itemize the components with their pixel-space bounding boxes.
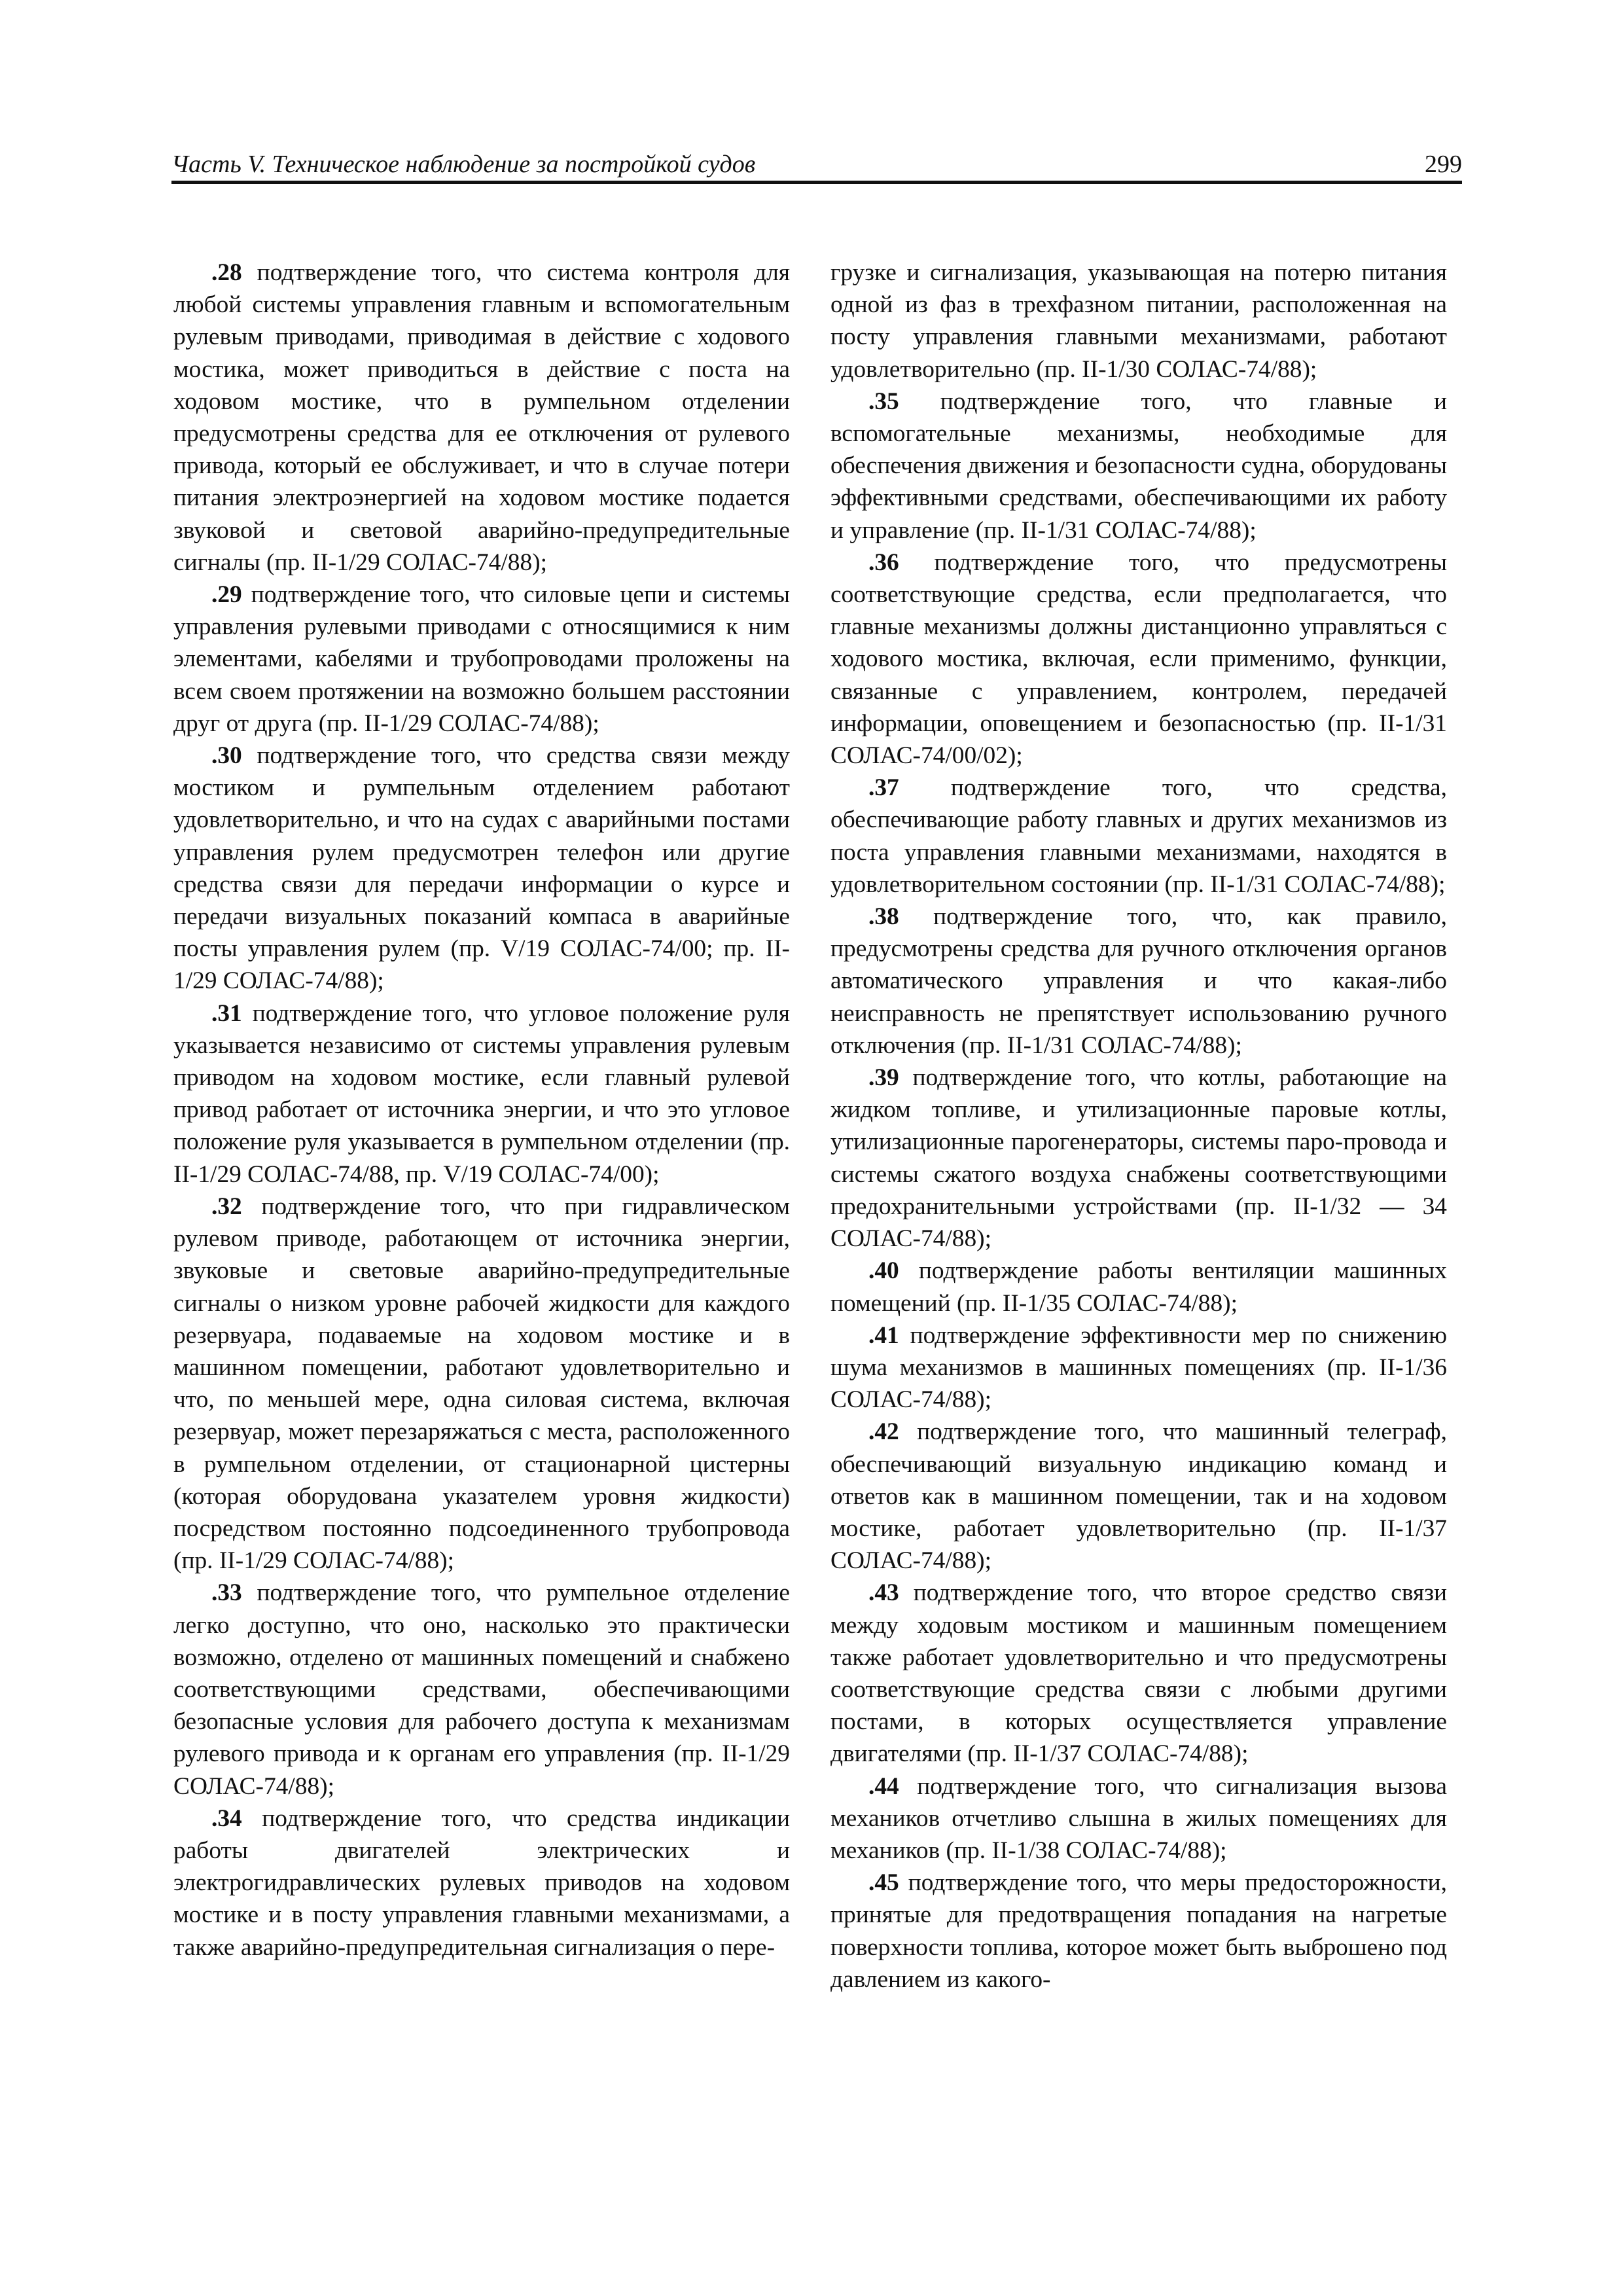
item-number: .31 bbox=[211, 999, 242, 1027]
item-number: .43 bbox=[868, 1579, 899, 1607]
left-column bbox=[173, 257, 790, 1964]
list-item bbox=[830, 1255, 1447, 1319]
item-number: .38 bbox=[868, 903, 899, 931]
item-number: .33 bbox=[211, 1579, 242, 1607]
list-item bbox=[173, 257, 790, 579]
item-number: .41 bbox=[868, 1321, 899, 1349]
item-number: .42 bbox=[868, 1418, 899, 1446]
page-number: 299 bbox=[1425, 151, 1462, 178]
list-item bbox=[830, 1867, 1447, 1996]
item-text: подтверждение того, что система контроля для любой системы управления главным и вспомогательным рулевым приводами, приводимая в действие с ходового мостика, может приводиться в действие с поста на ходовом мостике, что в румпельном отделении предусмотрены средства для ее отключения от рулевого привода, который ее обслуживает, и что в случае потери питания электроэнергией на ходовом мостике подается звуковой и световой аварийно-предупредительные сигналы (пр. II-1/29 СОЛАС-74/88); bbox=[173, 259, 790, 576]
running-title: Часть V. Техническое наблюдение за постройкой судов bbox=[171, 151, 756, 178]
list-item bbox=[173, 579, 790, 740]
item-number: .28 bbox=[211, 259, 242, 286]
list-item bbox=[830, 772, 1447, 901]
item-number: .40 bbox=[868, 1257, 899, 1285]
list-item bbox=[173, 1803, 790, 1964]
item-number: .39 bbox=[868, 1064, 899, 1092]
item-number: .36 bbox=[868, 548, 899, 576]
item-text: подтверждение эффективности мер по снижению шума механизмов в машинных помещениях (пр. II-1/36 СОЛАС-74/88); bbox=[830, 1321, 1447, 1414]
list-item bbox=[830, 1416, 1447, 1577]
item-text: подтверждение того, что силовые цепи и системы управления рулевыми приводами с относящимися к ним элементами, кабелями и трубопроводами проложены на всем своем протяжении на возможно большем расстоянии друг от друга (пр. II-1/29 СОЛАС-74/88); bbox=[173, 581, 790, 737]
item-number: .29 bbox=[211, 581, 242, 609]
list-item bbox=[830, 1577, 1447, 1770]
item-number: .37 bbox=[868, 774, 899, 802]
item-text: подтверждение работы вентиляции машинных помещений (пр. II-1/35 СОЛАС-74/88); bbox=[830, 1257, 1447, 1317]
item-text: подтверждение того, что средства индикации работы двигателей электрических и электрогидравлических рулевых приводов на ходовом мостике и в посту управления главными механизмами, а также аварийно-предупредительная сигнализация о пере- bbox=[173, 1804, 790, 1961]
item-text: подтверждение того, что машинный телеграф, обеспечивающий визуальную индикацию команд и ответов как в машинном помещении, так и на ходовом мостике, работает удовлетворительно (пр. II-1/37 СОЛАС-74/88); bbox=[830, 1418, 1447, 1575]
item-number: .32 bbox=[211, 1193, 242, 1220]
item-text: подтверждение того, что меры предосторожности, принятые для предотвращения попадания на нагретые поверхности топлива, которое может быть выброшено под давлением из какого- bbox=[830, 1869, 1447, 1993]
item-text: подтверждение того, что средства, обеспечивающие работу главных и других механизмов из поста управления главными механизмами, находятся в удовлетворительном состоянии (пр. II-1/31 СОЛАС-74/88); bbox=[830, 774, 1447, 898]
item-text: подтверждение того, что средства связи между мостиком и румпельным отделением работают удовлетворительно, и что на судах с аварийными постами управления рулем предусмотрен телефон или другие средства связи для передачи информации о курсе и передачи визуальных показаний компаса в аварийные посты управления рулем (пр. V/19 СОЛАС-74/00; пр. II-1/29 СОЛАС-74/88); bbox=[173, 742, 790, 995]
item-text: подтверждение того, что, как правило, предусмотрены средства для ручного отключения органов автоматического управления и что какая-либо неисправность не препятствует использованию ручного отключения (пр. II-1/31 СОЛАС-74/88); bbox=[830, 903, 1447, 1059]
list-item bbox=[173, 997, 790, 1191]
list-item bbox=[830, 1770, 1447, 1867]
right-column bbox=[830, 257, 1447, 1996]
item-text: подтверждение того, что румпельное отделение легко доступно, что оно, насколько это практически возможно, отделено от машинных помещений и снабжено соответствующими средствами, обеспечивающими безопасные условия для рабочего доступа к механизмам рулевого привода и к органам его управления (пр. II-1/29 СОЛАС-74/88); bbox=[173, 1579, 790, 1800]
running-header bbox=[171, 139, 1462, 184]
list-item bbox=[830, 901, 1447, 1062]
list-item bbox=[830, 1319, 1447, 1416]
item-number: .44 bbox=[868, 1772, 899, 1800]
item-text: подтверждение того, что сигнализация вызова механиков отчетливо слышна в жилых помещениях для механиков (пр. II-1/38 СОЛАС-74/88); bbox=[830, 1772, 1447, 1864]
item-text: подтверждение того, что угловое положение руля указывается независимо от системы управления рулевым приводом на ходовом мостике, если главный рулевой привод работает от источника энергии, и что это угловое положение руля указывается в румпельном отделении (пр. II-1/29 СОЛАС-74/88, пр. V/19 СОЛАС-74/00); bbox=[173, 999, 790, 1188]
item-number: .35 bbox=[868, 387, 899, 415]
item-text: подтверждение того, что при гидравлическом рулевом приводе, работающем от источника энергии, звуковые и световые аварийно-предупредительные сигналы о низком уровне рабочей жидкости для каждого резервуара, подаваемые на ходовом мостике и в машинном помещении, работают удовлетворительно и что, по меньшей мере, одна силовая система, включая резервуар, может перезаряжаться с места, расположенного в румпельном отделении, от стационарной цистерны (которая оборудована указателем уровня жидкости) посредством постоянно подсоединенного трубопровода (пр. II-1/29 СОЛАС-74/88); bbox=[173, 1193, 790, 1575]
list-item bbox=[830, 1062, 1447, 1255]
list-item bbox=[173, 740, 790, 997]
item-number: .34 bbox=[211, 1804, 242, 1832]
item-number: .45 bbox=[868, 1869, 899, 1897]
item-text: подтверждение того, что главные и вспомогательные механизмы, необходимые для обеспечения движения и безопасности судна, оборудованы эффективными средствами, обеспечивающими их работу и управление (пр. II-1/31 СОЛАС-74/88); bbox=[830, 387, 1447, 544]
item-number: .30 bbox=[211, 742, 242, 770]
list-item bbox=[173, 1577, 790, 1802]
continuation-text: грузке и сигнализация, указывающая на потерю питания одной из фаз в трехфазном питании, расположенная на посту управления главными механизмами, работают удовлетворительно (пр. II-1/30 СОЛАС-74/88); bbox=[830, 259, 1447, 383]
list-item bbox=[830, 386, 1447, 547]
item-text: подтверждение того, что котлы, работающие на жидком топливе, и утилизационные паровые котлы, утилизационные парогенераторы, системы паро-провода и системы сжатого воздуха снабжены соответствующими предохранительными устройствами (пр. II-1/32 — 34 СОЛАС-74/88); bbox=[830, 1064, 1447, 1253]
list-item bbox=[830, 547, 1447, 772]
item-text: подтверждение того, что второе средство связи между ходовым мостиком и машинным помещением также работает удовлетворительно и что предусмотрены соответствующие средства связи с любыми другими постами, в которых осуществляется управление двигателями (пр. II-1/37 СОЛАС-74/88); bbox=[830, 1579, 1447, 1768]
item-text: подтверждение того, что предусмотрены соответствующие средства, если предполагается, что главные механизмы должны дистанционно управляться с ходового мостика, включая, если применимо, функции, связанные с управлением, контролем, передачей информации, оповещением и безопасностью (пр. II-1/31 СОЛАС-74/00/02); bbox=[830, 548, 1447, 770]
list-item bbox=[173, 1191, 790, 1577]
